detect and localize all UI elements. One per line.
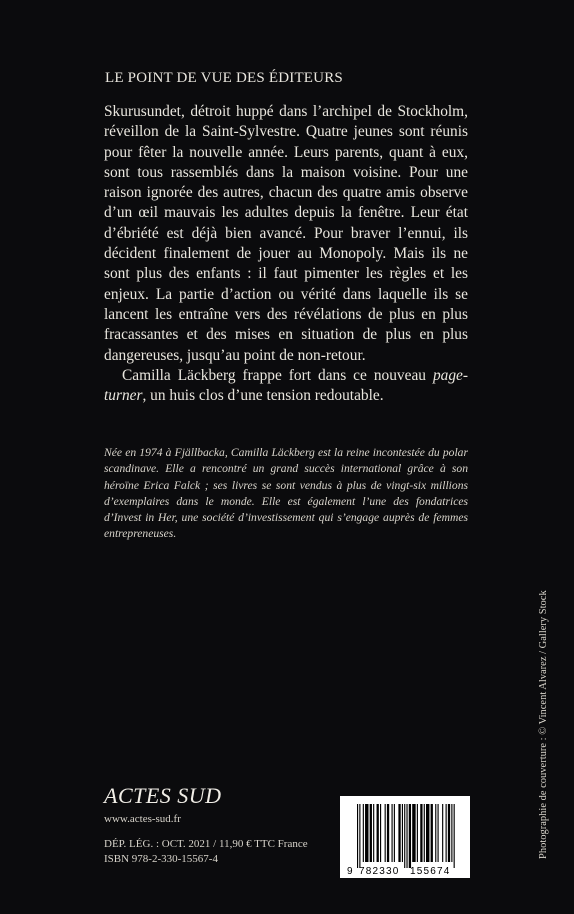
barcode-bar — [359, 804, 360, 868]
barcode-bar — [451, 804, 452, 862]
photo-credit: Photographie de couverture : © Vincent Alvarez / Gallery Stock — [538, 590, 549, 859]
barcode-bar — [448, 804, 450, 862]
legal-info — [104, 837, 308, 867]
barcode-bar — [435, 804, 436, 862]
book-summary — [104, 102, 468, 406]
barcode-bar — [420, 804, 422, 862]
barcode-digits-group-1: 782330 — [359, 866, 400, 877]
author-bio: Née en 1974 à Fjällbacka, Camilla Läckberg est la reine incontestée du polar scandinave. Elle a rencontré un grand succès international grâce à son héroïne Erica Falck ; ses livres se sont vendus à plus de vingt-six millions d’exemplaires dans le monde. Elle est également l’une des fondatrices d’Invest in Her, une société d’investissement qui s’engage auprès de femmes entrepreneuses. — [104, 446, 468, 541]
barcode-digits-group-2: 155674 — [410, 866, 451, 877]
barcode — [340, 796, 470, 878]
summary-paragraph-2-end: , un huis clos d’une tension redoutable. — [142, 387, 384, 405]
barcode-bar — [404, 804, 405, 868]
barcode-bar — [446, 804, 447, 862]
barcode-bar — [387, 804, 389, 862]
barcode-bar — [424, 804, 425, 862]
summary-paragraph-2-emphasis: page-turner — [104, 366, 468, 405]
publisher-logo: ACTES SUD — [104, 783, 222, 808]
barcode-bar — [431, 804, 433, 862]
barcode-bar — [398, 804, 400, 862]
barcode-bar — [442, 804, 443, 862]
barcode-bar — [357, 804, 358, 868]
summary-paragraph-2-start: Camilla Läckberg frappe fort dans ce nouveau — [122, 366, 433, 384]
summary-paragraph-1: Skurusundet, détroit huppé dans l’archipel de Stockholm, réveillon de la Saint-Sylvestre. Quatre jeunes sont réunis pour fêter la nouvelle année. Leurs parents, quant à eux, sont tous rassemblés dans la maison voisine. Pour une raison ignorée des autres, chacun des quatre amis observe d’un œil mauvais les adultes depuis la fenêtre. Leur état d’ébriété est déjà bien avancé. Pour braver l’ennui, ils décident finalement de jouer au Monopoly. Mais ils ne sont plus des enfants : il faut pimenter les règles et les enjeux. La partie d’action ou vérité dans laquelle ils se lancent les entraîne vers des révélations de plus en plus fracassantes et des mises en situation de plus en plus dangereuses, jusqu’au point de non-retour. — [104, 103, 468, 364]
section-heading: LE POINT DE VUE DES ÉDITEURS — [105, 70, 343, 86]
barcode-bar — [394, 804, 395, 862]
barcode-bar — [377, 804, 379, 862]
barcode-bar — [417, 804, 418, 862]
barcode-bar — [412, 804, 415, 862]
summary-paragraph-2 — [104, 366, 468, 407]
barcode-bar — [402, 804, 403, 862]
publisher-website: www.actes-sud.fr — [104, 813, 181, 825]
barcode-bar — [370, 804, 372, 862]
isbn: ISBN 978-2-330-15567-4 — [104, 853, 218, 865]
legal-deposit: DÉP. LÉG. : OCT. 2021 / 11,90 € TTC France — [104, 838, 308, 850]
barcode-bar — [409, 804, 411, 868]
barcode-bar — [454, 804, 455, 868]
barcode-bar — [365, 804, 368, 862]
barcode-bar — [363, 804, 364, 862]
barcode-bar — [426, 804, 429, 862]
barcode-bar — [438, 804, 439, 862]
barcode-bar — [392, 804, 393, 862]
barcode-bar — [385, 804, 386, 862]
barcode-digit-first: 9 — [347, 866, 353, 877]
barcode-bar — [373, 804, 374, 862]
barcode-bar — [406, 804, 407, 868]
barcode-graphic — [340, 796, 470, 878]
barcode-bar — [380, 804, 381, 862]
